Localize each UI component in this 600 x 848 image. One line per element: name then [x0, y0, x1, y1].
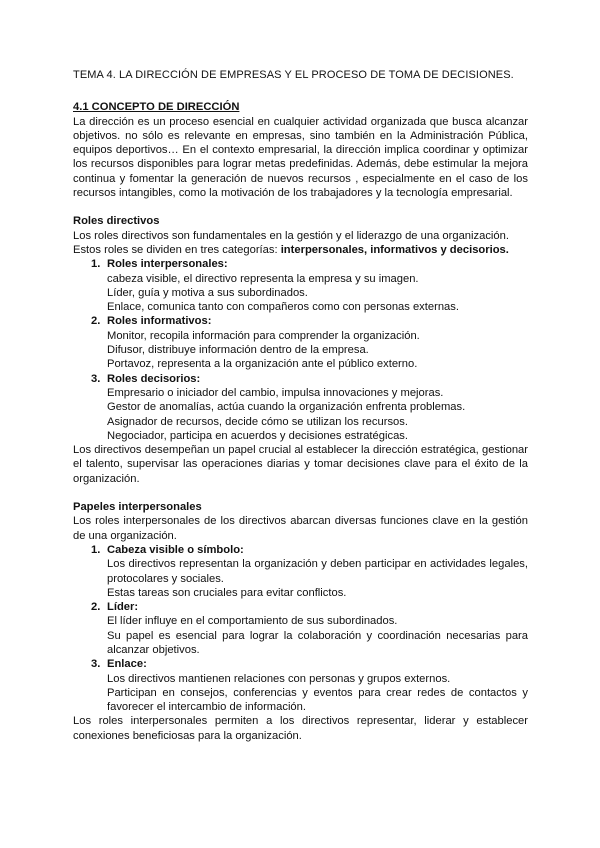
list-number: 1. — [91, 543, 101, 556]
list-subitems — [107, 557, 528, 600]
list-subitem: Empresario o iniciador del cambio, impulsa innovaciones y mejoras. — [107, 386, 444, 399]
list-subitems — [107, 386, 528, 443]
list-subitem: Su papel es esencial para lograr la colaboración y coordinación necesarias para alcanzar objetivos. — [107, 629, 528, 656]
list-number: 2. — [91, 315, 101, 328]
list-item — [91, 543, 528, 557]
list-item — [91, 657, 528, 671]
list-subitems — [107, 272, 528, 315]
section-heading-concepto: 4.1 CONCEPTO DE DIRECCIÓN — [73, 101, 240, 114]
list-label: Roles informativos: — [107, 315, 212, 328]
roles-intro-2-bold: interpersonales, informativos y decisorios. — [280, 243, 509, 256]
list-subitems — [107, 672, 528, 715]
list-subitem: Negociador, participa en acuerdos y decisiones estratégicas. — [107, 429, 408, 442]
list-subitem: Portavoz, representa a la organización ante el público externo. — [107, 358, 418, 371]
list-subitem: Estas tareas son cruciales para evitar conflictos. — [107, 586, 347, 599]
document-page — [73, 68, 528, 743]
list-item — [91, 257, 528, 271]
concepto-paragraph: La dirección es un proceso esencial en cualquier actividad organizada que busca alcanzar objetivos. no sólo es relevante en empresas, sino también en la Administración Pública, equipos deportivos… En el contexto empresarial, la dirección implica coordinar y optimizar los recursos disponibles para lograr metas predefinidas. Además, debe estimular la mejora continua y fomentar la generación de nuevos recursos , especialmente en el caso de los recursos intangibles, como la motivación de los trabajadores y la tecnología empresarial. — [73, 115, 528, 200]
list-item — [91, 600, 528, 614]
list-subitem: Difusor, distribuye información dentro de la empresa. — [107, 344, 369, 357]
list-subitem: Gestor de anomalías, actúa cuando la organización enfrenta problemas. — [107, 401, 466, 414]
list-label: Líder: — [107, 601, 139, 614]
list-subitem: Líder, guía y motiva a sus subordinados. — [107, 286, 308, 299]
list-subitem: Enlace, comunica tanto con compañeros como con personas externas. — [107, 301, 459, 314]
list-number: 3. — [91, 658, 101, 671]
papeles-closing: Los roles interpersonales permiten a los directivos representar, liderar y establecer conexiones beneficiosas para la organización. — [73, 715, 528, 742]
roles-intro-2 — [73, 243, 528, 257]
list-subitem: Los directivos representan la organización y deben participar en actividades legales, protocolares y sociales. — [107, 558, 528, 585]
list-item — [91, 314, 528, 328]
papeles-list — [73, 543, 528, 715]
papeles-intro: Los roles interpersonales de los directivos abarcan diversas funciones clave en la gestión de una organización. — [73, 515, 528, 542]
document-title: TEMA 4. LA DIRECCIÓN DE EMPRESAS Y EL PROCESO DE TOMA DE DECISIONES. — [73, 69, 514, 81]
list-label: Roles interpersonales: — [107, 258, 228, 271]
list-subitem: Asignador de recursos, decide cómo se utilizan los recursos. — [107, 415, 408, 428]
list-label: Roles decisorios: — [107, 372, 201, 385]
list-subitem: cabeza visible, el directivo representa la empresa y su imagen. — [107, 272, 419, 285]
list-number: 2. — [91, 601, 101, 614]
list-subitem: Participan en consejos, conferencias y eventos para crear redes de contactos y favorecer el intercambio de información. — [107, 686, 528, 714]
list-subitem: El líder influye en el comportamiento de sus subordinados. — [107, 615, 398, 628]
list-subitem: Los directivos mantienen relaciones con personas y grupos externos. — [107, 672, 451, 685]
list-subitems — [107, 329, 528, 372]
roles-intro: Los roles directivos son fundamentales en la gestión y el liderazgo de una organización. — [73, 229, 509, 242]
list-number: 1. — [91, 258, 101, 271]
list-label: Enlace: — [107, 658, 147, 671]
list-label: Cabeza visible o símbolo: — [107, 543, 244, 556]
roles-intro-2-text: Estos roles se dividen en tres categorías: — [73, 243, 281, 256]
list-subitems — [107, 614, 528, 657]
papeles-heading: Papeles interpersonales — [73, 501, 202, 514]
roles-closing: Los directivos desempeñan un papel crucial al establecer la dirección estratégica, gestionar el talento, supervisar las operaciones diarias y tomar decisiones clave para el éxito de la organización. — [73, 444, 528, 485]
list-number: 3. — [91, 372, 101, 385]
list-subitem: Monitor, recopila información para comprender la organización. — [107, 329, 420, 342]
roles-heading: Roles directivos — [73, 215, 160, 228]
roles-list — [73, 257, 528, 443]
list-item — [91, 372, 528, 386]
